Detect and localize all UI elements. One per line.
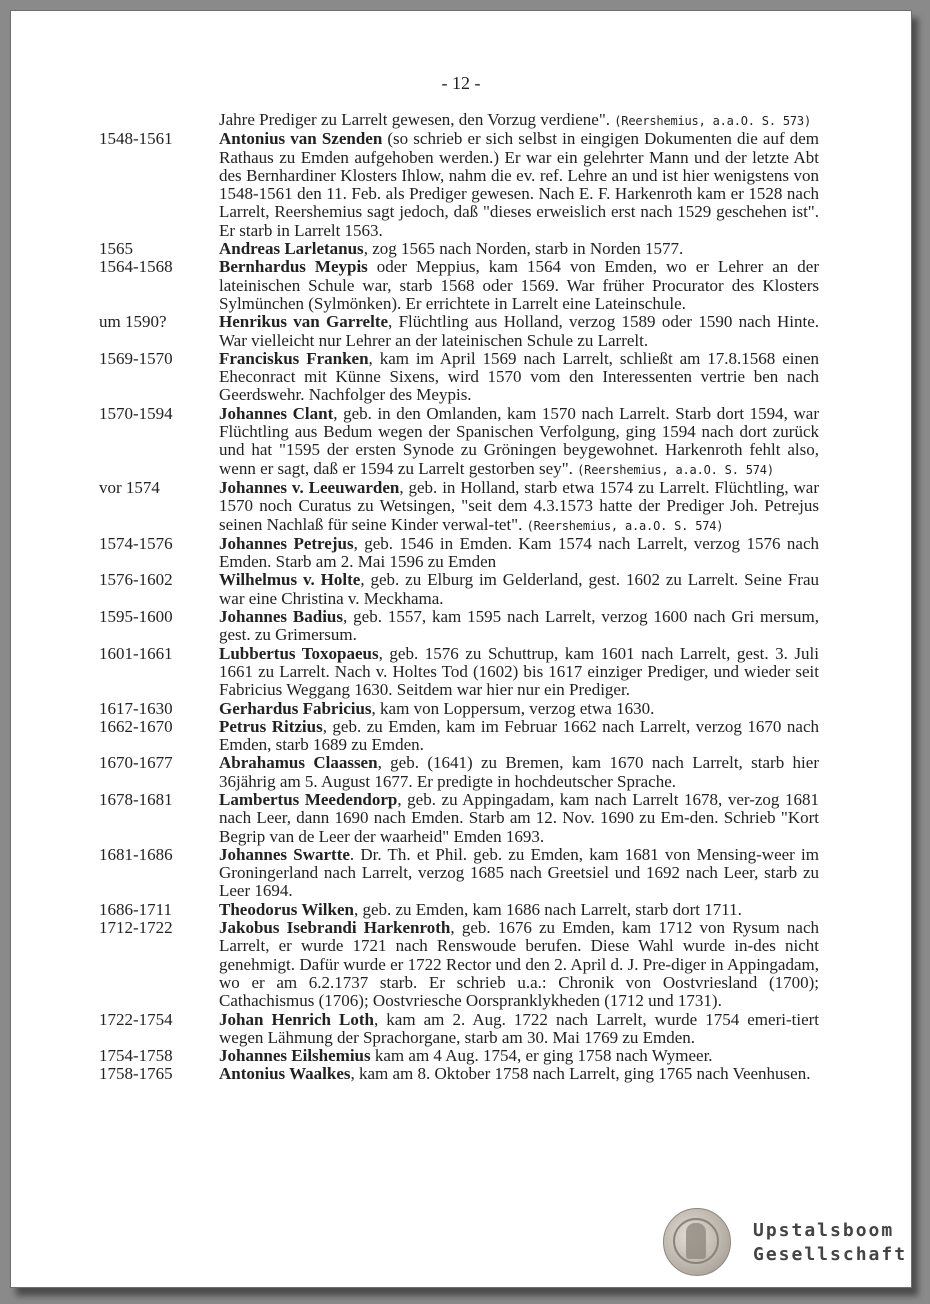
entry-name: Antonius van Szenden — [219, 129, 383, 149]
entry-body: (so schrieb er sich selbst in eingigen Dokumenten die auf dem Rathaus zu Emden aufgehoben werden.) Er war ein gelehrter Mann und der letzte Abt des Bernhardiner Klosters Ihlow, nahm die ev. ref. Lehre an und ist hier wenigstens von 1548-1561 den 11. Feb. als Prediger gewesen. Nach E. F. Harkenroth kam er 1528 nach Larrelt, Reershemius sagt jedoch, daß "dieses erweislich erst nach 1529 geschehen ist". Er starb in Larrelt 1563. — [219, 129, 819, 240]
entry-date: 1758-1765 — [99, 1064, 173, 1084]
entry-body: , Flüchtling aus Holland, verzog 1589 oder 1590 nach Hinte. War vielleicht nur Lehrer an der lateinischen Schule zu Larrelt. — [219, 312, 820, 350]
entry-text — [219, 130, 819, 240]
entry-text — [219, 258, 819, 313]
entry-text — [219, 919, 819, 1010]
entry-name: Johannes Petrejus — [219, 533, 354, 553]
entry-row — [99, 901, 819, 919]
entry-date: um 1590? — [99, 312, 167, 332]
entry-text — [219, 535, 819, 572]
entry-row — [99, 479, 819, 535]
entry-name: Jakobus Isebrandi Harkenroth — [219, 918, 451, 938]
entry-name: Johannes v. Leeuwarden — [219, 477, 400, 497]
entry-body: , kam am 2. Aug. 1722 nach Larrelt, wurde 1754 emeri-tiert wegen Lähmung der Sprachorgane, starb am 30. Mai 1769 zu Emden. — [219, 1009, 819, 1047]
entry-body: , geb. zu Emden, kam im Februar 1662 nach Larrelt, verzog 1670 nach Emden, starb 1689 zu Emden. — [219, 716, 819, 755]
page-number: - 12 - — [441, 73, 481, 93]
entry-name: Henrikus van Garrelte — [219, 312, 389, 332]
entry-text — [219, 754, 819, 791]
entry-name: Antonius Waalkes — [219, 1064, 351, 1084]
entry-body: , geb. in den Omlanden, kam 1570 nach Larrelt. Starb dort 1594, war Flüchtling aus Bedum wegen der Spanischen Verfolgung, ging 1594 nach dort zurück und hat "1595 der ersten Synode zu Gröningen beygewohnet. Harkenroth fehlt also, wenn er sagt, daß er 1594 zu Larrelt gestorben sey". — [219, 403, 820, 478]
entry-body: , kam von Loppersum, verzog etwa 1630. — [371, 698, 655, 718]
entry-row — [99, 130, 819, 240]
entry-text — [219, 718, 819, 755]
entry-body: Jahre Prediger zu Larrelt gewesen, den Vorzug verdiene". — [219, 110, 611, 129]
entry-row — [99, 535, 819, 572]
entry-name: Johannes Clant — [219, 403, 334, 423]
entry-name: Lubbertus Toxopaeus — [219, 643, 379, 663]
entry-text — [219, 645, 819, 700]
entry-row — [99, 350, 819, 405]
society-logo — [663, 1208, 913, 1278]
entry-date: 1686-1711 — [99, 899, 173, 919]
entry-text — [219, 1047, 819, 1065]
entry-body: kam am 4 Aug. 1754, er ging 1758 nach Wymeer. — [370, 1046, 713, 1066]
entry-text — [219, 111, 819, 130]
document-page — [10, 10, 912, 1288]
entry-text — [219, 350, 819, 405]
entry-date: 1681-1686 — [99, 844, 173, 864]
entry-date: vor 1574 — [99, 477, 160, 497]
entry-list — [99, 111, 819, 1084]
entry-text — [219, 1065, 819, 1083]
entry-row — [99, 258, 819, 313]
entry-body: , geb. zu Emden, kam 1686 nach Larrelt, starb dort 1711. — [353, 899, 742, 919]
entry-date: 1548-1561 — [99, 129, 173, 149]
entry-date: 1662-1670 — [99, 716, 173, 736]
entry-body: , geb. zu Appingadam, kam nach Larrelt 1678, ver-zog 1681 nach Leer, dann 1690 nach Emden. Starb am 12. Nov. 1690 zu Em-den. Schrieb "Kort Begrip van de Leer der waarheid" Emden 1693. — [219, 789, 819, 846]
entry-name: Lambertus Meedendorp — [219, 789, 398, 809]
entry-body: , geb. (1641) zu Bremen, kam 1670 nach Larrelt, starb hier 36jährig am 5. August 1677. Er predigte in hochdeutscher Sprache. — [219, 753, 819, 791]
entry-row — [99, 1065, 819, 1083]
entry-row — [99, 1011, 819, 1048]
entry-name: Theodorus Wilken — [219, 899, 354, 919]
entry-name: Wilhelmus v. Holte — [219, 570, 361, 590]
entry-date: 1754-1758 — [99, 1046, 173, 1066]
entry-text — [219, 405, 819, 479]
entry-body: , kam im April 1569 nach Larrelt, schließt am 17.8.1568 einen Eheconract mit Künne Sixens, wird 1570 vom den Interessenten vertrie ben nach Geerdswehr. Nachfolger des Meypis. — [219, 348, 819, 405]
entry-body: , geb. 1676 zu Emden, kam 1712 von Rysum nach Larrelt, er wurde 1721 nach Renswoude berufen. Diese Wahl wurde in-des nicht genehmigt. Dafür wurde er 1722 Rector und den 2. April d. J. Pre-diger in Appingadam, wo er am 6.2.1737 starb. Er schrieb u.a.: Chronik von Oostvriesland (1700); Cathachismus (1706); Oostvriesche Oorspranklykheden (1712 und 1731). — [219, 918, 820, 1011]
entry-row — [99, 571, 819, 608]
entry-date: 1670-1677 — [99, 753, 173, 773]
logo-line-2: Gesellschaft — [753, 1244, 908, 1265]
entry-body: , zog 1565 nach Norden, starb in Norden 1577. — [363, 239, 684, 259]
entry-date: 1712-1722 — [99, 918, 173, 938]
entry-row — [99, 919, 819, 1010]
entry-name: Gerhardus Fabricius — [219, 698, 372, 718]
entry-name: Andreas Larletanus — [219, 239, 364, 259]
entry-row — [99, 718, 819, 755]
entry-row — [99, 754, 819, 791]
entry-row — [99, 313, 819, 350]
entry-row — [99, 405, 819, 479]
entry-date: 1595-1600 — [99, 607, 173, 627]
entry-row — [99, 700, 819, 718]
entry-row — [99, 240, 819, 258]
entry-text — [219, 479, 819, 535]
entry-date: 1569-1570 — [99, 348, 173, 368]
entry-body: , geb. 1557, kam 1595 nach Larrelt, verzog 1600 nach Gri mersum, gest. zu Grimersum. — [219, 607, 819, 645]
entry-date: 1564-1568 — [99, 257, 173, 277]
entry-name: Franciskus Franken — [219, 348, 369, 368]
entry-date: 1678-1681 — [99, 789, 173, 809]
entry-date: 1722-1754 — [99, 1009, 173, 1029]
entry-body: oder Meppius, kam 1564 von Emden, wo er Lehrer an der lateinischen Schule war, starb 1568 oder 1569. War früher Procurator des Klosters Sylmünchen (Sylmönken). Er errichtete in Larrelt eine Lateinschule. — [219, 257, 819, 313]
entry-name: Johan Henrich Loth — [219, 1009, 374, 1029]
entry-text — [219, 608, 819, 645]
entry-text — [219, 571, 819, 608]
entry-name: Johannes Eilshemius — [219, 1046, 371, 1066]
entry-reference: (Reershemius, a.a.O. S. 574) — [526, 518, 724, 533]
entry-date: 1576-1602 — [99, 570, 173, 590]
entry-row — [99, 608, 819, 645]
entry-body: , kam am 8. Oktober 1758 nach Larrelt, ging 1765 nach Veenhusen. — [350, 1064, 811, 1084]
entry-row — [99, 846, 819, 901]
seal-icon — [663, 1208, 731, 1276]
entry-text — [219, 846, 819, 901]
entry-date: 1574-1576 — [99, 533, 173, 553]
entry-name: Johannes Badius — [219, 607, 344, 627]
entry-text — [219, 901, 819, 919]
entry-name: Johannes Swartte — [219, 844, 350, 864]
entry-name: Petrus Ritzius — [219, 716, 323, 736]
entry-text — [219, 791, 819, 846]
entry-body: , geb. 1576 zu Schuttrup, kam 1601 nach Larrelt, gest. 3. Juli 1661 zu Larrelt. Nach v. Holtes Tod (1602) bis 1617 einziger Prediger, und wieder seit Fabricius Weggang 1630. Seitdem war hier nur ein Prediger. — [219, 643, 819, 700]
entry-text — [219, 313, 819, 350]
entry-text — [219, 1011, 819, 1048]
entry-text — [219, 700, 819, 718]
entry-body: , geb. zu Elburg im Gelderland, gest. 1602 zu Larrelt. Seine Frau war eine Christina v. Meckhama. — [219, 570, 819, 608]
entry-date: 1570-1594 — [99, 403, 173, 423]
entry-name: Abrahamus Claassen — [219, 753, 378, 773]
entry-reference: (Reershemius, a.a.O. S. 573) — [614, 114, 811, 128]
entry-body: . Dr. Th. et Phil. geb. zu Emden, kam 1681 von Mensing-weer im Groningerland nach Larrelt, verzog 1685 nach Greetsiel und 1692 nach Leer, starb zu Leer 1694. — [219, 844, 819, 901]
entry-date: 1617-1630 — [99, 698, 173, 718]
entry-body: , geb. 1546 in Emden. Kam 1574 nach Larrelt, verzog 1576 nach Emden. Starb am 2. Mai 1596 zu Emden — [219, 533, 819, 572]
entry-date: 1601-1661 — [99, 643, 173, 663]
entry-row — [99, 791, 819, 846]
entry-body: , geb. in Holland, starb etwa 1574 zu Larrelt. Flüchtling, war 1570 noch Curatus zu Wetsingen, "seit dem 4.3.1573 hatte der Prediger Joh. Petrejus seinen Nachlaß für seine Kinder verwal-tet". — [219, 477, 820, 534]
entry-reference: (Reershemius, a.a.O. S. 574) — [577, 462, 774, 477]
logo-line-1: Upstalsboom — [753, 1220, 895, 1241]
entry-text — [219, 240, 819, 258]
entry-row — [99, 1047, 819, 1065]
entry-name: Bernhardus Meypis — [219, 257, 368, 277]
entry-row — [99, 111, 819, 130]
entry-date: 1565 — [99, 239, 133, 259]
entry-row — [99, 645, 819, 700]
